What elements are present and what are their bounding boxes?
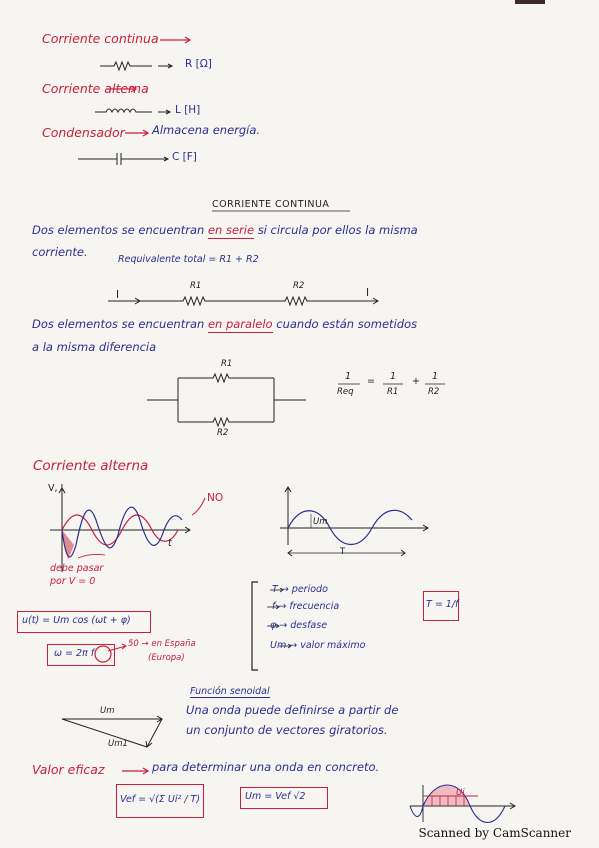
formula-r2: R2 [428,387,440,397]
phasor-description-line2: un conjunto de vectores giratorios. [186,723,388,737]
label-valor-eficaz: Valor eficaz [32,762,105,777]
capacitor-symbol-icon [78,153,168,165]
series-definition-line2: corriente. [32,245,88,259]
vef-formula-box: Vef = √(Σ Ui² / T) [116,784,204,818]
series-definition-line1: Dos elementos se encuentran en serie si circula por ellos la misma [32,223,418,237]
section-title-funcion-senoidal: Función senoidal [190,686,270,697]
resistor-symbol-icon [100,62,172,70]
label-um-graph: Um [313,517,328,527]
def-desfase: φ → desfase [270,620,328,631]
axis-label-vi: V, I [48,483,64,494]
section-title-corriente-alterna: Corriente alterna [33,458,149,474]
section-title-corriente-continua: CORRIENTE CONTINUA [212,199,330,210]
label-capacitance-unit: C [F] [172,151,197,163]
parallel-definition-line2: a la misma diferencia [32,340,157,354]
parallel-circuit-diagram [147,374,306,426]
formula-num-2: 1 [390,371,397,382]
formula-num-3: 1 [432,371,439,382]
label-period-t: T [340,547,346,557]
formula-equals: = [367,376,375,387]
um-formula-box: Um = Vef √2 [240,787,328,809]
label-no: NO [207,492,224,504]
note-50-espana: 50 → en España [128,639,196,649]
formula-req: Req [337,387,354,397]
def-valor-maximo: Um → valor máximo [270,640,366,651]
series-circuit-diagram [108,297,378,305]
valor-eficaz-description: para determinar una onda en concreto. [152,760,380,774]
formula-r1: R1 [387,387,399,397]
r2-label-series: R2 [293,281,305,291]
note-debe-pasar: debe pasar [50,563,104,574]
scanner-watermark: Scanned by CamScanner [418,826,571,840]
parallel-definition-line1: Dos elementos se encuentran en paralelo cuando están sometidos [32,317,418,331]
ac-waveform-left [50,488,205,572]
current-label-left: I [116,289,120,301]
label-corriente-alterna: Corriente alterna [42,81,149,96]
ac-waveform-right [280,487,428,556]
phasor-label-um1: Um1 [108,739,128,749]
phasor-label-um: Um [100,706,115,716]
label-almacena-energia: Almacena energía. [152,123,261,137]
label-inductance-unit: L [H] [175,104,201,116]
label-condensador: Condensador [42,125,125,140]
def-frecuencia: f → frecuencia [272,601,340,612]
instantaneous-formula-box: u(t) = Um cos (ωt + φ) [17,611,151,633]
omega-formula-box: ω = 2π f [47,644,115,666]
inductor-symbol-icon [95,109,170,114]
r1-label-parallel: R1 [221,359,233,369]
current-label-right: I [366,287,370,299]
note-europa: (Europa) [148,653,185,663]
label-corriente-continua: Corriente continua [42,31,159,46]
axis-label-t: t [168,538,172,549]
page-edge-mark [515,0,545,4]
phasor-description-line1: Una onda puede definirse a partir de [186,703,399,717]
r1-label-series: R1 [190,281,202,291]
series-formula: Requivalente total = R1 + R2 [118,254,259,265]
formula-plus: + [412,376,420,387]
def-periodo: T → periodo [272,584,328,595]
graph-label-ui: Ui [456,788,465,798]
label-resistance-unit: R [Ω] [185,58,212,70]
r2-label-parallel: R2 [217,428,229,438]
note-por-v0: por V = 0 [50,576,96,587]
formula-num-1: 1 [345,371,352,382]
period-formula-box: T = 1/f [423,591,459,621]
